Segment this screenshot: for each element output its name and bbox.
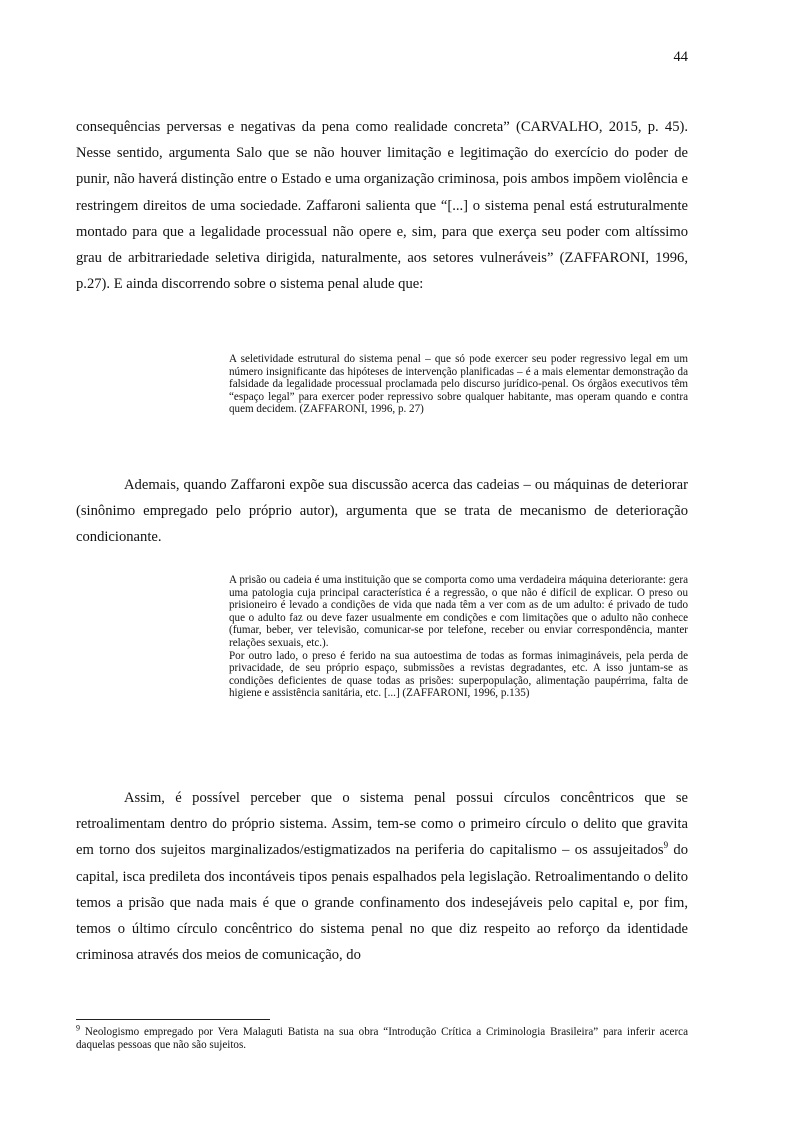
body-paragraph-3 <box>76 785 688 968</box>
paragraph-text: consequências perversas e negativas da pena como realidade concreta” (CARVALHO, 2015, p. 45). Nesse sentido, argumenta Salo que se não houver limitação e legitimação do exercício do poder de punir, não haverá distinção entre o Estado e uma organização criminosa, pois ambos impõem violência e restringem direitos de uma sociedade. Zaffaroni salienta que “[...] o sistema penal está estruturalmente montado para que a legalidade processual não opere e, sim, para que exerça seu poder com altíssimo grau de arbitrariedade seletiva dirigida, naturalmente, aos setores vulneráveis” (ZAFFARONI, 1996, p.27). E ainda discorrendo sobre o sistema penal alude que: <box>76 119 688 293</box>
paragraph-text <box>76 785 688 968</box>
page-number: 44 <box>673 49 688 65</box>
footnote <box>76 1023 688 1052</box>
block-quote-2 <box>229 574 688 700</box>
paragraph-text-start: Assim, é possível perceber que o sistema penal possui círculos concêntricos que se retroalimentam dentro do próprio sistema. Assim, tem-se como o primeiro círculo o delito que gravita em torno dos sujeitos marginalizados/estigmatizados na periferia do capitalismo – os assujeitados <box>76 790 688 859</box>
paragraph-text: Ademais, quando Zaffaroni expõe sua discussão acerca das cadeias – ou máquinas de deteriorar (sinônimo empregado pelo próprio autor), argumenta que se trata de mecanismo de deterioração condicionante. <box>76 477 688 546</box>
footnote-marker: 9 <box>663 840 669 851</box>
body-paragraph-2 <box>76 472 688 551</box>
body-paragraph-1 <box>76 114 688 297</box>
paragraph-text-end: do capital, isca predileta dos incontáveis tipos penais espalhados pela legislação. Retroalimentando o delito temos a prisão que nada mais é que o grande confinamento dos indesejáveis pelo capital e, por fim, temos o último círculo concêntrico do sistema penal no que diz respeito ao reforço da identidade criminosa através dos meios de comunicação, do <box>76 842 688 964</box>
footnote-divider <box>76 1019 270 1020</box>
footnote-text: Neologismo empregado por Vera Malaguti Batista na sua obra “Introdução Crítica a Criminologia Brasileira” para inferir acerca daquelas pessoas que não são sujeitos. <box>76 1026 688 1051</box>
quote-text-part-2: Por outro lado, o preso é ferido na sua autoestima de todas as formas inimagináveis, pela perda de privacidade, de seu próprio espaço, submissões a revistas degradantes, etc. A isso juntam-se as condições deficientes de quase todas as prisões: superpopulação, alimentação paupérrima, falta de higiene e assistência sanitária, etc. [...] (ZAFFARONI, 1996, p.135) <box>229 649 688 700</box>
footnote-number: 9 <box>76 1023 80 1033</box>
block-quote-1 <box>229 353 688 416</box>
quote-text-part-1: A prisão ou cadeia é uma instituição que se comporta como uma verdadeira máquina deteriorante: gera uma patologia cuja principal característica é a regressão, o que não é difícil de explicar. O preso ou prisioneiro é levado a condições de vida que nada têm a ver com as de um adulto: é privado de tudo que o adulto faz ou deve fazer usualmente em condições e com limitações que o adulto não conhece (fumar, beber, ver televisão, comunicar-se por telefone, receber ou enviar correspondência, manter relações sexuais, etc.). <box>229 574 688 649</box>
quote-text: A seletividade estrutural do sistema penal – que só pode exercer seu poder regressivo legal em um número insignificante das hipóteses de intervenção planificadas – é a mais elementar demonstração da falsidade da legalidade processual proclamada pelo discurso jurídico-penal. Os órgãos executivos têm “espaço legal” para exercer poder repressivo sobre qualquer habitante, mas operam quando e contra quem decidem. (ZAFFARONI, 1996, p. 27) <box>229 353 688 416</box>
